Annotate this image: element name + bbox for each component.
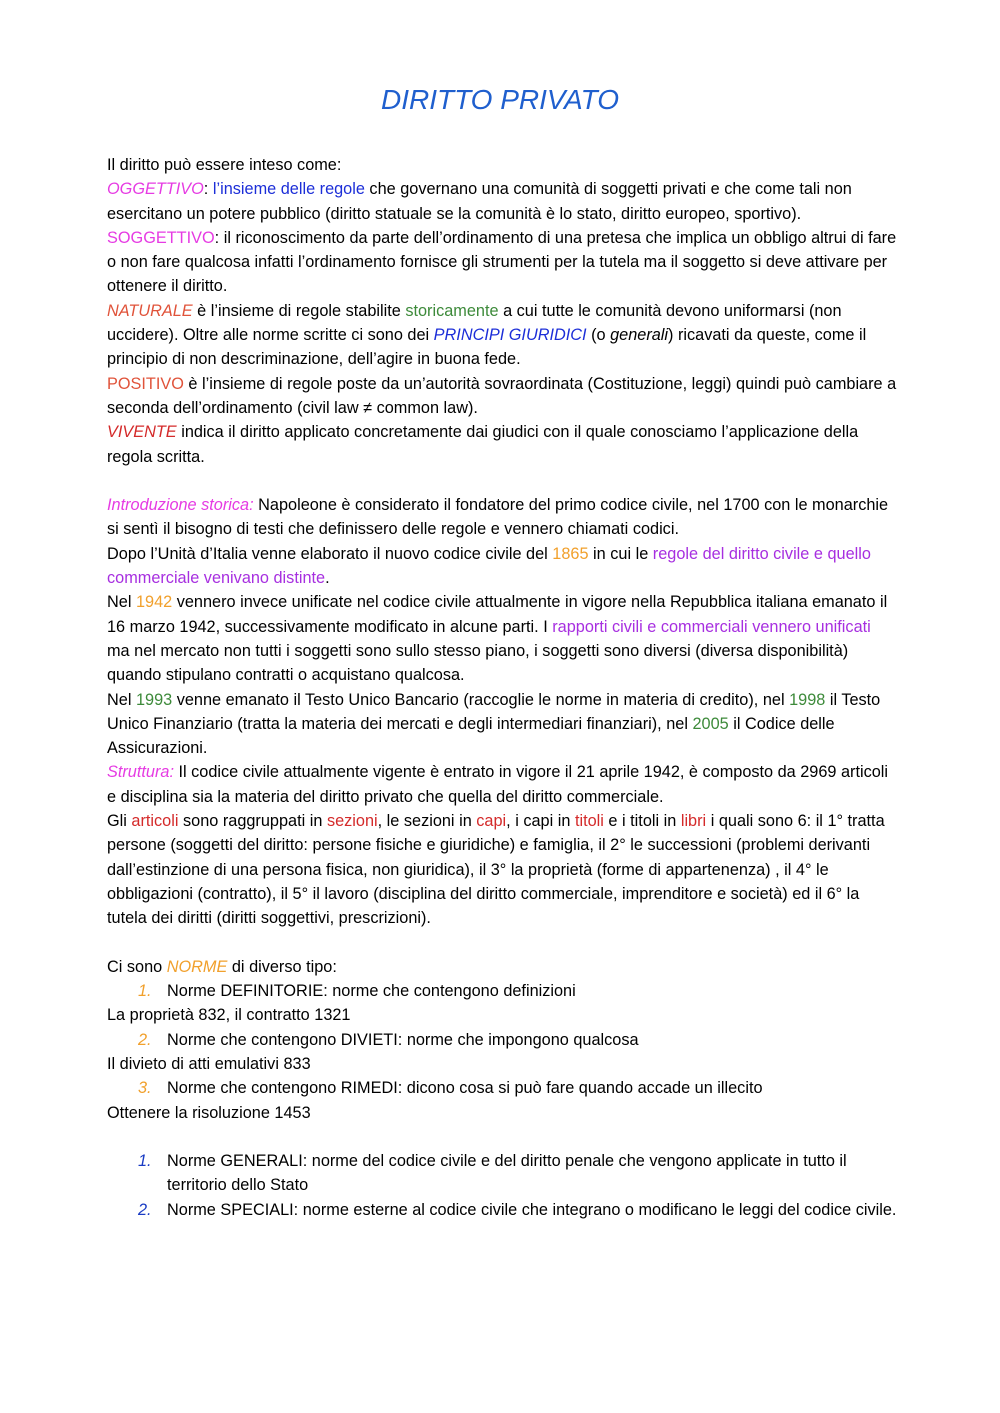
list-item	[107, 1149, 897, 1198]
naturale-text-2: a cui tutte le comunità devono uniformarsi (non uccidere). Oltre alle norme scritte ci sono dei	[107, 301, 842, 345]
introduzione-text: Napoleone è considerato il fondatore del primo codice civile, nel 1700 con le monarchie si sentì il bisogno di testi che definissero delle regole e vennero chiamati codici.	[107, 496, 889, 539]
naturale-label: NATURALE	[107, 301, 193, 320]
list-number: 3.	[138, 1079, 152, 1098]
testi-text-1: Nel	[107, 690, 136, 709]
principi-giuridici-highlight: PRINCIPI GIURIDICI	[433, 326, 587, 345]
document-body	[107, 153, 897, 1222]
libri-highlight: libri	[680, 812, 707, 831]
soggettivo-paragraph	[107, 226, 897, 299]
list-number: 2.	[138, 1030, 152, 1049]
page-title: DIRITTO PRIVATO	[380, 84, 620, 115]
testi-text-3: il Testo Unico Finanziario (tratta la materia dei mercati e degli intermediari finanziari), nel	[107, 690, 881, 733]
norme-highlight: NORME	[166, 957, 228, 976]
list-number: 1.	[138, 982, 152, 1001]
norme-text-1: Ci sono	[107, 957, 167, 976]
capi-highlight: capi	[476, 812, 507, 831]
libri-text-1: Gli	[107, 812, 132, 831]
struttura-label: Struttura:	[107, 763, 174, 782]
list-item	[107, 1198, 897, 1222]
naturale-text-4: ) ricavati da queste, come il principio di non descriminazione, dell’agire in buona fede.	[107, 326, 867, 369]
struttura-text: Il codice civile attualmente vigente è entrato in vigore il 21 aprile 1942, è composto da 2969 articoli e disciplina sia la materia del diritto privato che quella del diritto commerciale.	[107, 763, 889, 806]
positivo-label: POSITIVO	[107, 374, 184, 393]
spacer	[107, 1125, 897, 1149]
sezioni-highlight: sezioni	[326, 812, 378, 831]
testi-text-2: venne emanato il Testo Unico Bancario (raccoglie le norme in materia di credito), nel	[172, 690, 790, 709]
regole-distinte-highlight: regole del diritto civile e quello commerciale venivano distinte	[107, 544, 871, 588]
list-item-text: Norme DEFINITORIE: norme che contengono definizioni	[167, 982, 576, 1001]
struttura-paragraph	[107, 760, 897, 809]
norme-intro-paragraph	[107, 955, 897, 979]
oggettivo-paragraph	[107, 177, 897, 226]
list-item-text: Norme che contengono RIMEDI: dicono cosa si può fare quando accade un illecito	[167, 1079, 763, 1098]
list-item-example: La proprietà 832, il contratto 1321	[107, 1006, 351, 1025]
spacer	[107, 931, 897, 955]
spacer	[107, 469, 897, 493]
rapporti-unificati-highlight: rapporti civili e commerciali vennero unificati	[552, 617, 871, 636]
unita-paragraph	[107, 542, 897, 591]
positivo-text: è l’insieme di regole poste da un’autorità sovraordinata (Costituzione, leggi) quindi può cambiare a seconda dell’ordinamento (civil law ≠ common law).	[107, 374, 897, 417]
vivente-text: indica il diritto applicato concretamente dai giudici con il quale conosciamo l’applicazione della regola scritta.	[107, 423, 859, 466]
codice-1942-paragraph	[107, 590, 897, 687]
articoli-highlight: articoli	[131, 812, 179, 831]
titoli-highlight: titoli	[574, 812, 604, 831]
year-2005: 2005	[692, 714, 729, 733]
libri-text-3: , le sezioni in	[377, 812, 477, 831]
intro-paragraph: Il diritto può essere inteso come:	[107, 156, 342, 174]
unita-text-3: .	[325, 569, 330, 588]
list-item-text: Norme che contengono DIVIETI: norme che impongono qualcosa	[167, 1030, 639, 1049]
list-number: 1.	[138, 1152, 152, 1171]
codice-text-2: vennero invece unificate nel codice civile attualmente in vigore nella Repubblica italiana emanato il 16 marzo 1942, successivamente modificato in alcune parti. I	[107, 593, 888, 636]
testi-text-4: il Codice delle Assicurazioni.	[107, 714, 835, 758]
vivente-label: VIVENTE	[107, 423, 177, 442]
unita-text-2: in cui le	[588, 544, 653, 563]
oggettivo-colon: :	[203, 180, 213, 199]
libri-text-2: sono raggruppati in	[178, 812, 327, 831]
list-item-text: Norme SPECIALI: norme esterne al codice civile che integrano o modificano le leggi del codice civile.	[167, 1200, 897, 1219]
libri-text-6: i quali sono 6: il 1° tratta persone (soggetti del diritto: persone fisiche e giuridiche) e famiglia, il 2° le successioni (problemi derivanti dall’estinzione di una persona fisica, non giuridica), il 3° la proprietà (forme di appartenenza) , il 4° le obbligazioni (contratto), il 5° il lavoro (disciplina del diritto commerciale, imprenditore e società) ed il 6° la tutela dei diritti (diritti soggettivi, prescrizioni).	[107, 812, 885, 928]
oggettivo-text: che governano una comunità di soggetti privati e che come tali non esercitano un potere pubblico (diritto statuale se la comunità è lo stato, diritto europeo, sportivo).	[107, 180, 852, 223]
introduzione-label: Introduzione storica:	[107, 496, 254, 515]
list-item-example: Il divieto di atti emulativi 833	[107, 1054, 311, 1073]
soggettivo-label: SOGGETTIVO	[107, 228, 215, 247]
year-1993: 1993	[135, 690, 173, 709]
oggettivo-label: OGGETTIVO	[107, 180, 204, 199]
testi-unici-paragraph	[107, 688, 897, 761]
generali-highlight: generali	[610, 326, 669, 345]
soggettivo-text: : il riconoscimento da parte dell’ordinamento di una pretesa che implica un obbligo altrui di fare o non fare qualcosa infatti l’ordinamento fornisce gli strumenti per la tutela ma il soggetto si deve attivare per ottenere il diritto.	[107, 228, 897, 296]
positivo-paragraph	[107, 372, 897, 421]
codice-text-3: ma nel mercato non tutti i soggetti sono sullo stesso piano, i soggetti sono diversi (diversa disponibilità) quando stipulano contratti o acquistano qualcosa.	[107, 641, 849, 685]
year-1998: 1998	[789, 690, 826, 709]
vivente-paragraph	[107, 420, 897, 469]
list-item	[107, 1076, 897, 1100]
year-1942: 1942	[135, 593, 173, 612]
list-item	[107, 1028, 897, 1052]
naturale-text-1: è l’insieme di regole stabilite	[192, 301, 406, 320]
unita-text-1: Dopo l’Unità d’Italia venne elaborato il nuovo codice civile del	[107, 544, 553, 563]
list-number: 2.	[138, 1200, 152, 1219]
naturale-text-3: (o	[586, 326, 611, 345]
libri-text-4: , i capi in	[506, 812, 575, 831]
oggettivo-highlight: l’insieme delle regole	[212, 180, 365, 199]
list-item	[107, 979, 897, 1003]
libri-paragraph	[107, 809, 897, 930]
introduzione-paragraph	[107, 493, 897, 542]
codice-text-1: Nel	[107, 593, 136, 612]
norme-text-2: di diverso tipo:	[227, 957, 337, 976]
list-item-text: Norme GENERALI: norme del codice civile e del diritto penale che vengono applicate in tutto il territorio dello Stato	[167, 1152, 847, 1195]
list-item-example: Ottenere la risoluzione 1453	[107, 1103, 311, 1122]
year-1865: 1865	[552, 544, 589, 563]
storicamente-highlight: storicamente	[405, 301, 499, 320]
naturale-paragraph	[107, 299, 897, 372]
libri-text-5: e i titoli in	[603, 812, 681, 831]
